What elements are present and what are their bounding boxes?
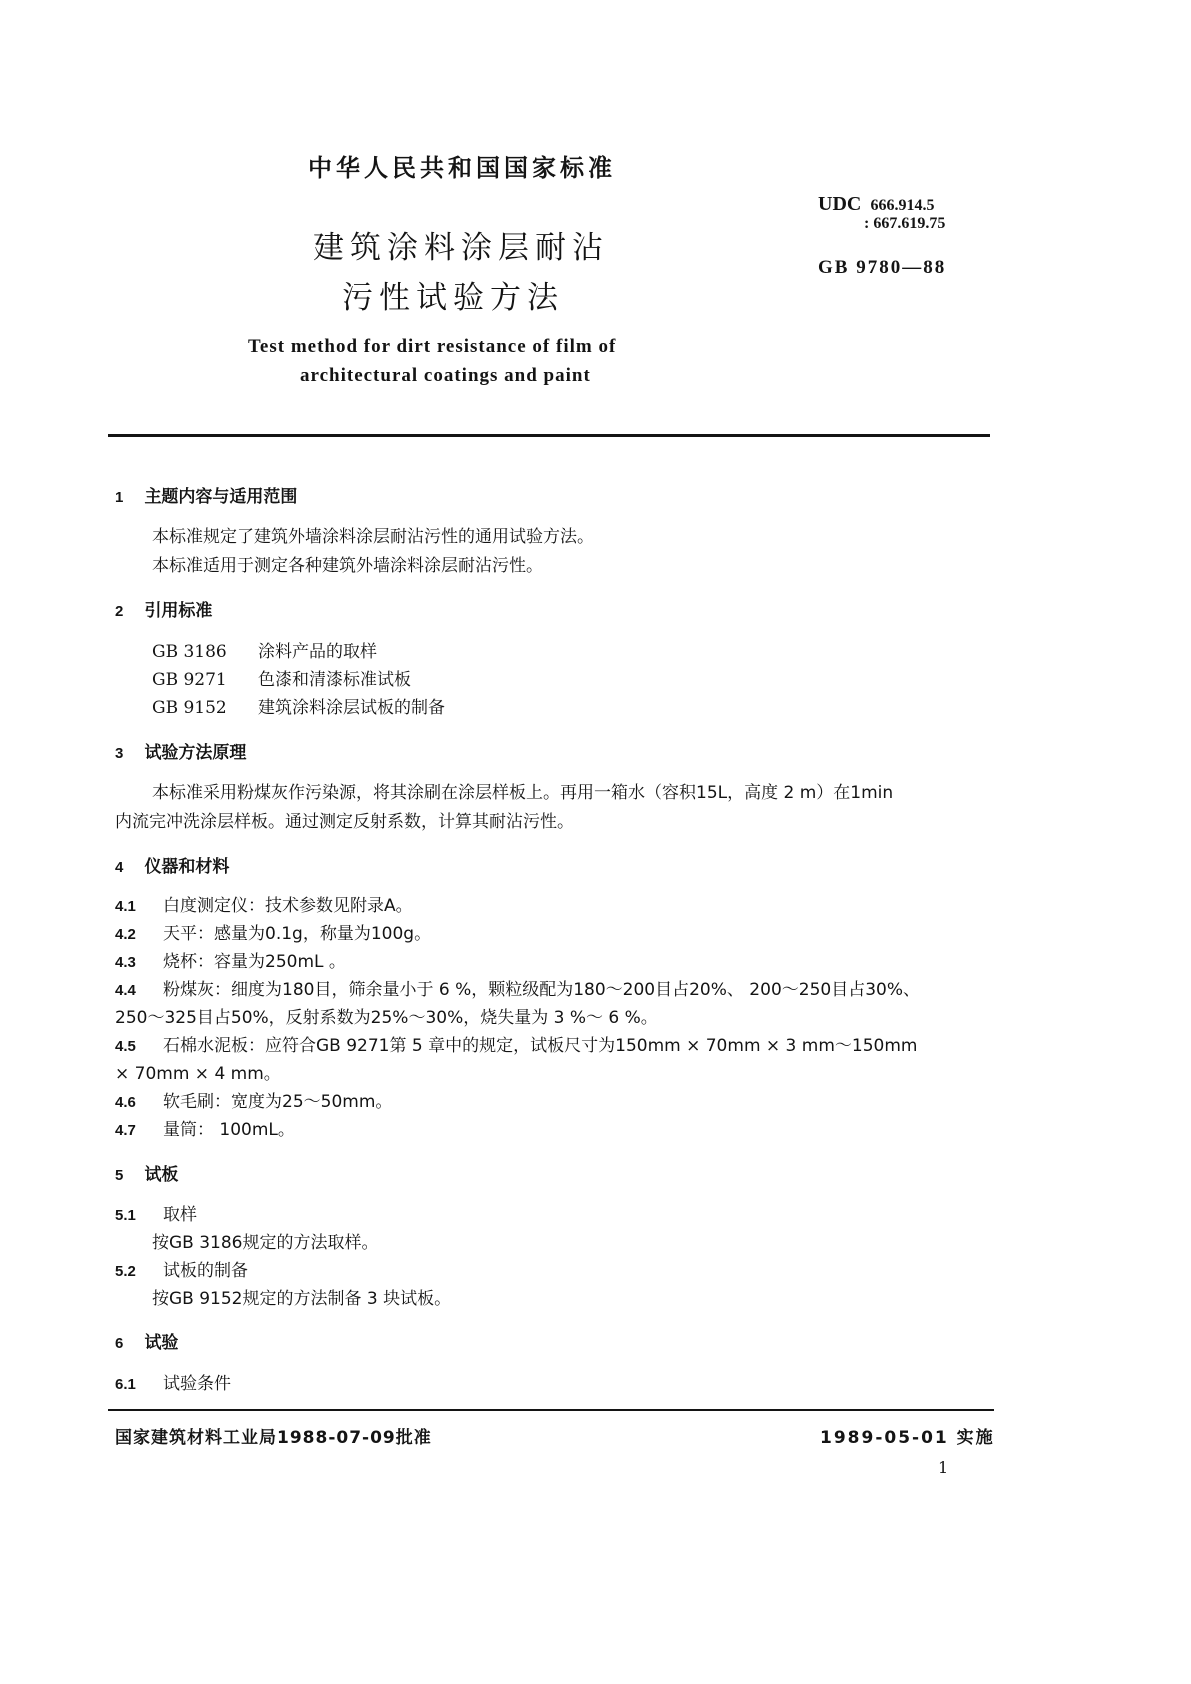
item-text: 软毛刷：宽度为25～50mm。 (163, 1092, 393, 1112)
effective-date: 1989-05-01 实施 (820, 1428, 995, 1448)
instrument-item (115, 947, 346, 972)
item-number: 4.5 (115, 1038, 136, 1055)
reference-code: GB 3186 (152, 642, 227, 662)
subsection-number: 6.1 (115, 1376, 136, 1393)
section-title: 试板 (144, 1165, 179, 1185)
reference-item (152, 637, 377, 662)
section-title: 仪器和材料 (144, 857, 230, 877)
reference-name: 建筑涂料涂层试板的制备 (258, 698, 445, 718)
section-title: 试验 (144, 1333, 179, 1353)
approval-line: 国家建筑材料工业局1988-07-09批准 (115, 1428, 432, 1448)
item-number: 4.2 (115, 926, 136, 943)
instrument-item (115, 1087, 392, 1112)
section-title: 主题内容与适用范围 (144, 487, 298, 507)
header-divider (108, 434, 990, 437)
section-6-heading (115, 1328, 178, 1353)
footer-divider (108, 1409, 994, 1411)
page-number: 1 (938, 1458, 949, 1477)
item-number: 4.6 (115, 1094, 136, 1111)
subsection-title: 取样 (163, 1205, 197, 1225)
section-number: 3 (115, 745, 124, 762)
subsection-5-2-text: 按GB 9152规定的方法制备 3 块试板。 (152, 1289, 452, 1309)
udc-label: UDC (818, 193, 862, 215)
section-title: 引用标准 (144, 601, 213, 621)
subsection-5-1-heading (115, 1200, 197, 1225)
reference-item (152, 693, 445, 718)
section-number: 4 (115, 859, 124, 876)
item-text: 量筒： 100mL。 (163, 1120, 295, 1140)
subsection-title: 试验条件 (163, 1374, 231, 1394)
section-5-heading (115, 1160, 178, 1185)
item-text: 天平：感量为0.1g，称量为100g。 (163, 924, 432, 944)
reference-name: 色漆和清漆标准试板 (258, 670, 411, 690)
title-line2: 污性试验方法 (342, 280, 564, 316)
instrument-item-continuation: 250～325目占50%，反射系数为25%～30%，烧失量为 3 %～ 6 %。 (115, 1008, 658, 1028)
instrument-item (115, 975, 920, 1000)
item-number: 4.3 (115, 954, 136, 971)
section-1-paragraph-1: 本标准规定了建筑外墙涂料涂层耐沾污性的通用试验方法。 (152, 527, 594, 547)
reference-name: 涂料产品的取样 (258, 642, 377, 662)
section-number: 2 (115, 603, 124, 620)
subsection-title: 试板的制备 (163, 1261, 248, 1281)
subsection-6-1-heading (115, 1369, 231, 1394)
section-title: 试验方法原理 (144, 743, 247, 763)
udc-block (818, 193, 934, 216)
english-title-line1: Test method for dirt resistance of film of (248, 336, 617, 357)
reference-code: GB 9152 (152, 698, 227, 718)
instrument-item (115, 919, 431, 944)
reference-item (152, 665, 411, 690)
national-standard-heading: 中华人民共和国国家标准 (308, 154, 616, 182)
subsection-number: 5.2 (115, 1263, 136, 1280)
section-number: 5 (115, 1167, 124, 1184)
subsection-5-2-heading (115, 1256, 248, 1281)
reference-code: GB 9271 (152, 670, 227, 690)
item-text: 石棉水泥板：应符合GB 9271第 5 章中的规定，试板尺寸为150mm × 70mm × 3 mm～150mm (163, 1036, 918, 1056)
item-text: 烧杯：容量为250mL 。 (163, 952, 346, 972)
section-1-paragraph-2: 本标准适用于测定各种建筑外墙涂料涂层耐沾污性。 (152, 556, 543, 576)
item-number: 4.4 (115, 982, 136, 999)
item-number: 4.7 (115, 1122, 136, 1139)
section-3-heading (115, 738, 246, 763)
section-number: 1 (115, 489, 124, 506)
section-3-paragraph-line2: 内流完冲洗涂层样板。通过测定反射系数，计算其耐沾污性。 (115, 812, 574, 832)
section-3-paragraph-line1: 本标准采用粉煤灰作污染源，将其涂刷在涂层样板上。再用一箱水（容积15L，高度 2 m）在1min (152, 783, 894, 803)
section-1-heading (115, 482, 297, 507)
instrument-item-continuation: × 70mm × 4 mm。 (115, 1064, 281, 1084)
subsection-number: 5.1 (115, 1207, 136, 1224)
section-2-heading (115, 596, 212, 621)
gb-number: GB 9780—88 (818, 257, 947, 278)
udc-line1: 666.914.5 (870, 197, 935, 214)
english-title-line2: architectural coatings and paint (300, 365, 591, 386)
instrument-item (115, 1115, 295, 1140)
section-number: 6 (115, 1335, 124, 1352)
section-4-heading (115, 852, 229, 877)
udc-line2: : 667.619.75 (864, 215, 946, 232)
subsection-5-1-text: 按GB 3186规定的方法取样。 (152, 1233, 379, 1253)
item-number: 4.1 (115, 898, 136, 915)
instrument-item (115, 1031, 917, 1056)
instrument-item (115, 891, 413, 916)
item-text: 白度测定仪：技术参数见附录A。 (163, 896, 413, 916)
item-text: 粉煤灰：细度为180目，筛余量小于 6 %，颗粒级配为180～200目占20%、 200～250目占30%、 (163, 980, 920, 1000)
title-line1: 建筑涂料涂层耐沾 (313, 230, 609, 266)
